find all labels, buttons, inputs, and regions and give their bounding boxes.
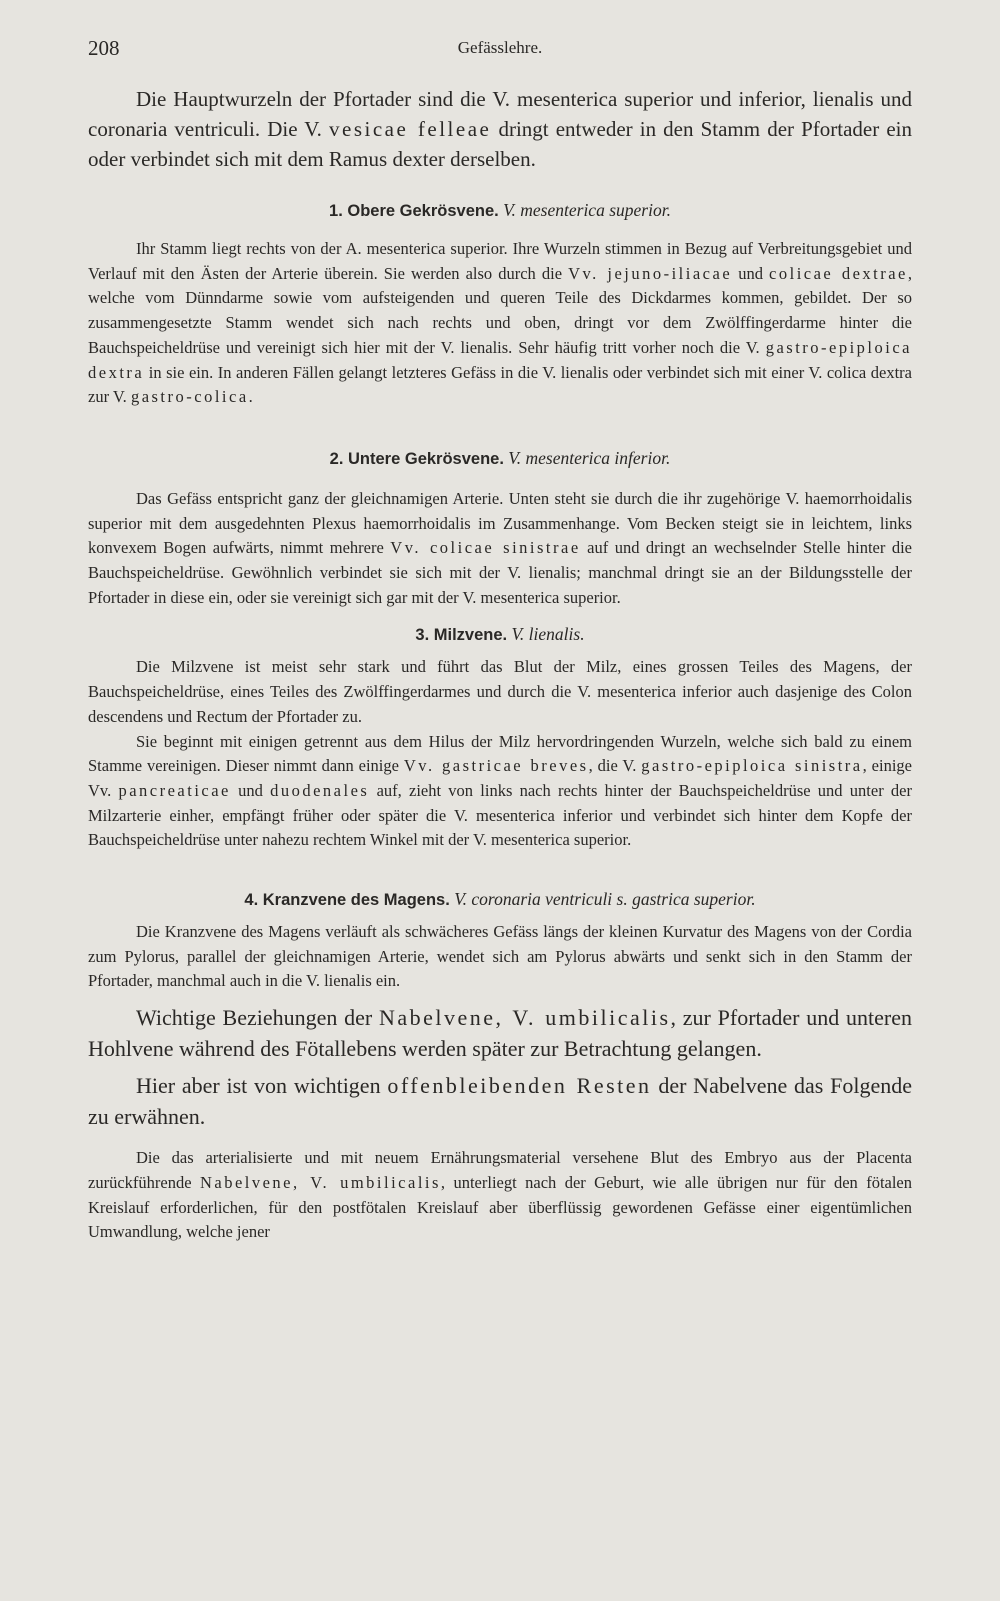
page-number: 208 xyxy=(88,36,120,60)
section-2-paragraph: Das Gefäss entspricht ganz der gleichnamigen Arterie. Unten steht sie durch die ihr zugehörige V. haemorrhoidalis superior mit dem ausgedehnten Plexus haemorrhoidalis im Zusammenhange. Vom Becken steigt sie in leichtem, links konvexem Bogen aufwärts, nimmt mehrere Vv. colicae sinistrae auf und dringt an wechselnder Stelle hinter die Bauchspeicheldrüse. Gewöhnlich verbindet sie sich mit der V. lienalis; manchmal dringt sie an der Bildungsstelle der Pfortader in diese ein, oder sie vereinigt sich gar mit der V. mesenterica superior. xyxy=(88,488,912,607)
section-title: 2. Untere Gekrösvene. xyxy=(329,449,504,468)
section-title: 4. Kranzvene des Magens. xyxy=(244,891,450,910)
section-3-paragraph-1: Die Milzvene ist meist sehr stark und führt das Blut der Milz, eines grossen Teiles des Magens, der Bauchspeicheldrüse, eines Teiles des Zwölffingerdarmes und durch die V. mesenterica inferior auch dasjenige des Colon descendens und Rectum der Pfortader zu. xyxy=(88,657,912,726)
section-latin-name: V. lienalis. xyxy=(511,624,585,645)
section-title: 3. Milzvene. xyxy=(415,626,508,645)
section-4-paragraph: Die Kranzvene des Magens verläuft als schwächeres Gefäss längs der kleinen Kurvatur des Magens von der Cordia zum Pylorus, parallel der gleichnamigen Arterie, wendet sich am Pylorus abwärts und senkt sich in den Stamm der Pfortader, manchmal auch in die V. lienalis ein. xyxy=(88,922,912,991)
section-latin-name: V. mesenterica inferior. xyxy=(508,447,671,468)
section-latin-name: V. coronaria ventriculi s. gastrica superior. xyxy=(454,889,756,910)
section-1-paragraph: Ihr Stamm liegt rechts von der A. mesenterica superior. Ihre Wurzeln stimmen in Bezug auf Verbreitungsgebiet und Verlauf mit den Ästen der Arterie überein. Sie werden also durch die Vv. jejuno-iliacae und colicae dextrae, welche vom Dünndarme sowie vom aufsteigenden und queren Teile des Dickdarmes kommen, gebildet. Der so zusammengesetzte Stamm wendet sich nach rechts und oben, dringt vor dem Zwölffingerdarme hinter die Bauchspeicheldrüse und vereinigt sich hier mit der V. lienalis. Sehr häufig tritt vorher noch die V. gastro-epiploica dextra in sie ein. In anderen Fällen gelangt letzteres Gefäss in die V. lienalis oder verbindet sich mit einer V. colica dextra zur V. gastro-colica. xyxy=(88,239,912,407)
page-body xyxy=(88,84,912,1245)
section-title: 1. Obere Gekrösvene. xyxy=(329,202,499,220)
running-title: Gefässlehre. xyxy=(457,38,543,57)
section-heading-1 xyxy=(88,198,912,223)
running-head xyxy=(88,36,912,66)
section-heading-4 xyxy=(88,887,912,912)
closing-paragraph-1: Wichtige Beziehungen der Nabelvene, V. umbilicalis, zur Pfortader und unteren Hohlvene während des Fötallebens werden später zur Betrachtung gelangen. xyxy=(88,1005,912,1062)
section-3-paragraph-2: Sie beginnt mit einigen getrennt aus dem Hilus der Milz hervordringenden Wurzeln, welche sich bald zu einem Stamme vereinigen. Dieser nimmt dann einige Vv. gastricae breves, die V. gastro-epiploica sinistra, einige Vv. pancreaticae und duodenales auf, zieht von links nach rechts hinter der Bauchspeicheldrüse und unter der Milzarterie einher, empfängt früher oder später die V. mesenterica inferior und verbindet sich hinter dem Kopfe der Bauchspeicheldrüse unter nahezu rechtem Winkel mit der V. mesenterica superior. xyxy=(88,731,912,850)
section-heading-2 xyxy=(88,446,912,471)
closing-paragraph-3: Die das arterialisierte und mit neuem Ernährungsmaterial versehene Blut des Embryo aus der Placenta zurückführende Nabelvene, V. umbilicalis, unterliegt nach der Geburt, wie alle übrigen nur für den fötalen Kreislauf erforderlichen, für den postfötalen Kreislauf aber überflüssig gewordenen Gefässe einer eigentümlichen Umwandlung, welche jener xyxy=(88,1148,913,1242)
closing-paragraph-2: Hier aber ist von wichtigen offenbleibenden Resten der Nabelvene das Folgende zu erwähnen. xyxy=(88,1073,912,1130)
intro-paragraph: Die Hauptwurzeln der Pfortader sind die V. mesenterica superior und inferior, lienalis und coronaria ventriculi. Die V. vesicae felleae dringt entweder in den Stamm der Pfortader ein oder verbindet sich mit dem Ramus dexter derselben. xyxy=(88,87,912,171)
section-heading-3 xyxy=(88,622,912,647)
section-latin-name: V. mesenterica superior. xyxy=(503,200,671,220)
